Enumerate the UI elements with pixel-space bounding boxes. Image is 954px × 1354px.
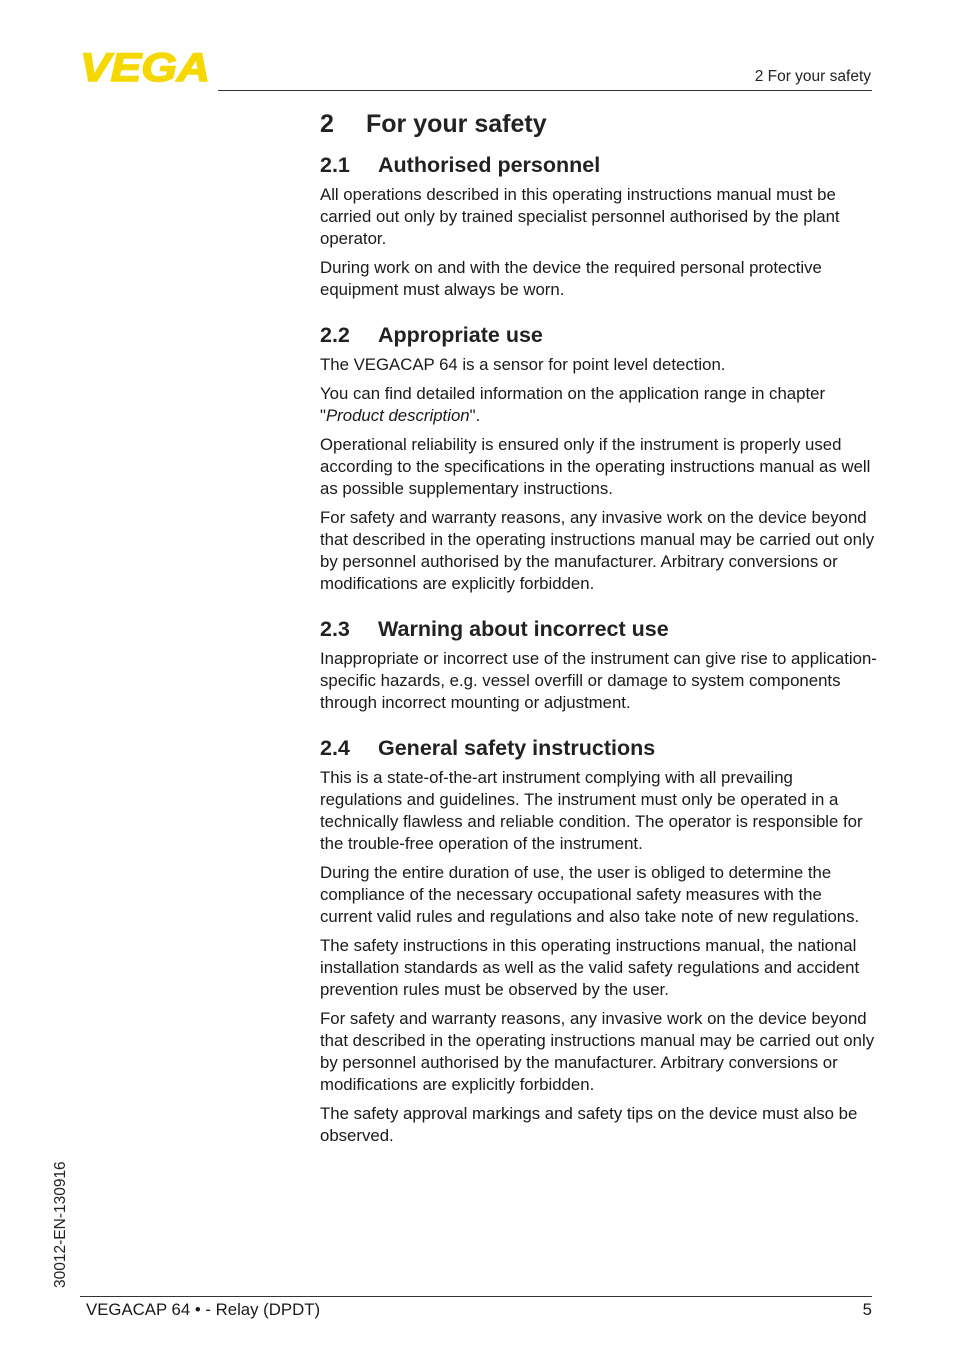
chapter-heading [320,110,878,139]
paragraph: The safety approval markings and safety tips on the device must also be observed. [320,1104,858,1145]
section-heading-2-2 [320,323,878,348]
section-number: 2.4 [320,736,350,760]
section-title: Warning about incorrect use [378,617,669,641]
section-heading-2-4 [320,736,878,761]
footer-product: VEGACAP 64 • - Relay (DPDT) [86,1300,321,1319]
section-title: General safety instructions [378,736,656,760]
document-code: 30012-EN-130916 [52,1161,69,1288]
paragraph: During the entire duration of use, the user is obliged to determine the compliance of the necessary occupational safety measures with the current valid rules and regulations and also take note of new regulations. [320,863,860,926]
vega-logo [80,50,212,84]
paragraph-text: You can find detailed information on the application range in chapter " [320,384,826,425]
section-title: Appropriate use [378,323,543,347]
paragraph: For safety and warranty reasons, any invasive work on the device beyond that described in the operating instructions manual may be carried out only by personnel authorised by the manufacturer. Arbitrary conversions or modifications are explicitly forbidden. [320,1009,875,1094]
running-head: 2 For your safety [754,68,871,85]
paragraph: The VEGACAP 64 is a sensor for point level detection. [320,355,726,374]
chapter-title: For your safety [366,110,547,138]
header-rule [218,90,872,91]
section-number: 2.2 [320,323,350,347]
paragraph: The safety instructions in this operating instructions manual, the national installation standards as well as the valid safety regulations and accident prevention rules must be observed by the user. [320,936,860,999]
paragraph-text: ". [469,406,481,425]
paragraph: All operations described in this operating instructions manual must be carried out only by trained specialist personnel authorised by the plant operator. [320,185,840,248]
footer-rule [80,1296,872,1297]
section-title: Authorised personnel [378,153,601,177]
chapter-number: 2 [320,110,334,138]
section-heading-2-3 [320,617,878,642]
page-number: 5 [862,1300,872,1319]
paragraph: This is a state-of-the-art instrument complying with all prevailing regulations and guidelines. The instrument must only be operated in a technically flawless and reliable condition. The operator is responsible for the trouble-free operation of the instrument. [320,768,863,853]
svg-text:VEGA: VEGA [80,50,210,84]
chapter-reference: Product description [325,406,470,425]
paragraph: Inappropriate or incorrect use of the instrument can give rise to application-specific hazards, e.g. vessel overfill or damage to system components through incorrect mounting or adjustment. [320,649,877,712]
section-number: 2.3 [320,617,350,641]
main-content [320,110,878,1154]
paragraph: During work on and with the device the required personal protective equipment must always be worn. [320,258,822,299]
paragraph: For safety and warranty reasons, any invasive work on the device beyond that described in the operating instructions manual may be carried out only by personnel authorised by the manufacturer. Arbitrary conversions or modifications are explicitly forbidden. [320,508,875,593]
paragraph [320,383,878,427]
section-heading-2-1 [320,153,878,178]
paragraph: Operational reliability is ensured only if the instrument is properly used according to the specifications in the operating instructions manual as well as possible supplementary instructions. [320,435,871,498]
section-number: 2.1 [320,153,350,177]
